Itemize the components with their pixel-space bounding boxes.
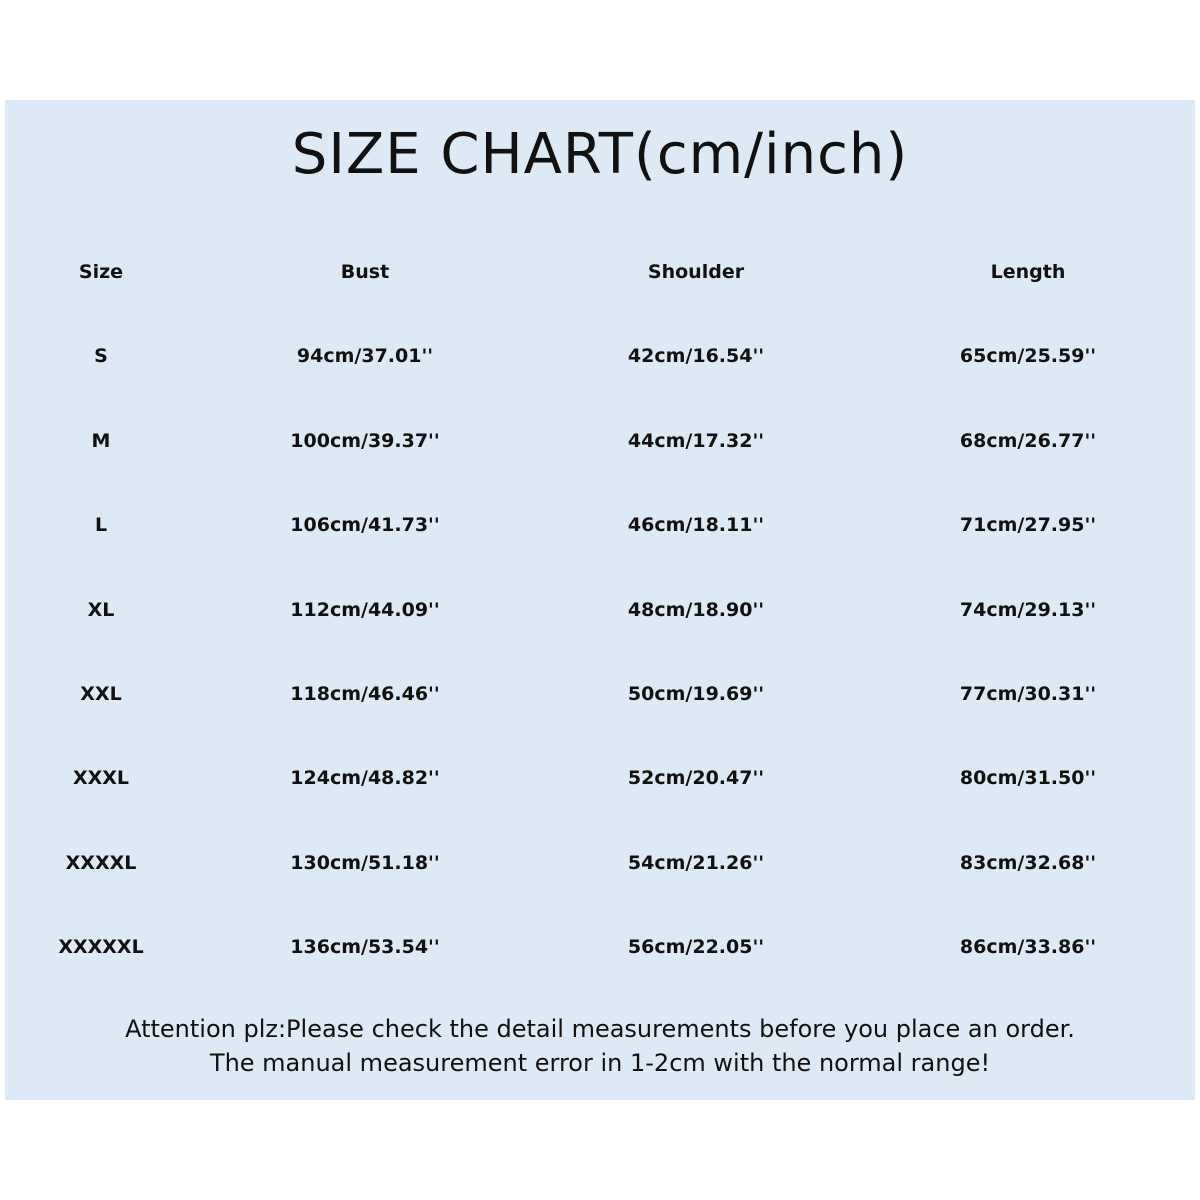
- size-cell: XXXXXL: [58, 936, 144, 959]
- table-row: [0, 908, 1200, 992]
- shoulder-cell: 56cm/22.05'': [627, 936, 765, 959]
- measurement-notes: [0, 1012, 1200, 1080]
- table-row: [0, 571, 1200, 655]
- size-cell: XXL: [80, 682, 122, 705]
- table-row: [0, 317, 1200, 401]
- header-size: Size: [78, 261, 124, 283]
- bust-cell: 112cm/44.09'': [290, 598, 440, 621]
- size-table: [0, 233, 1200, 993]
- shoulder-cell: 44cm/17.32'': [627, 429, 765, 452]
- shoulder-cell: 50cm/19.69'': [627, 682, 765, 705]
- error-range-note: The manual measurement error in 1-2cm with the normal range!: [209, 1049, 991, 1077]
- length-cell: 86cm/33.86'': [959, 936, 1097, 959]
- header-bust: Bust: [340, 261, 390, 283]
- size-cell: M: [91, 429, 111, 452]
- shoulder-cell: 42cm/16.54'': [627, 345, 765, 368]
- size-cell: S: [94, 345, 108, 368]
- shoulder-cell: 52cm/20.47'': [627, 767, 765, 790]
- bust-cell: 124cm/48.82'': [290, 767, 440, 790]
- table-row: [0, 739, 1200, 823]
- bust-cell: 106cm/41.73'': [290, 514, 440, 537]
- size-cell: L: [94, 514, 108, 537]
- bust-cell: 136cm/53.54'': [290, 936, 440, 959]
- length-cell: 80cm/31.50'': [959, 767, 1097, 790]
- length-cell: 71cm/27.95'': [959, 514, 1097, 537]
- shoulder-cell: 46cm/18.11'': [627, 514, 765, 537]
- bust-cell: 118cm/46.46'': [290, 682, 440, 705]
- attention-note: Attention plz:Please check the detail measurements before you place an order.: [125, 1015, 1075, 1043]
- length-cell: 77cm/30.31'': [959, 682, 1097, 705]
- bust-cell: 100cm/39.37'': [290, 429, 440, 452]
- shoulder-cell: 54cm/21.26'': [627, 851, 765, 874]
- length-cell: 65cm/25.59'': [959, 345, 1097, 368]
- size-cell: XXXL: [72, 767, 130, 790]
- bust-cell: 130cm/51.18'': [290, 851, 440, 874]
- length-cell: 68cm/26.77'': [959, 429, 1097, 452]
- size-cell: XXXXL: [65, 851, 137, 874]
- bust-cell: 94cm/37.01'': [296, 345, 434, 368]
- table-row: [0, 486, 1200, 570]
- table-row: [0, 655, 1200, 739]
- length-cell: 83cm/32.68'': [959, 851, 1097, 874]
- length-cell: 74cm/29.13'': [959, 598, 1097, 621]
- table-header-row: [0, 233, 1200, 317]
- size-cell: XL: [87, 598, 115, 621]
- table-row: [0, 402, 1200, 486]
- shoulder-cell: 48cm/18.90'': [627, 598, 765, 621]
- header-length: Length: [990, 261, 1066, 283]
- header-shoulder: Shoulder: [647, 261, 745, 283]
- chart-title: SIZE CHART(cm/inch): [291, 122, 909, 187]
- table-row: [0, 824, 1200, 908]
